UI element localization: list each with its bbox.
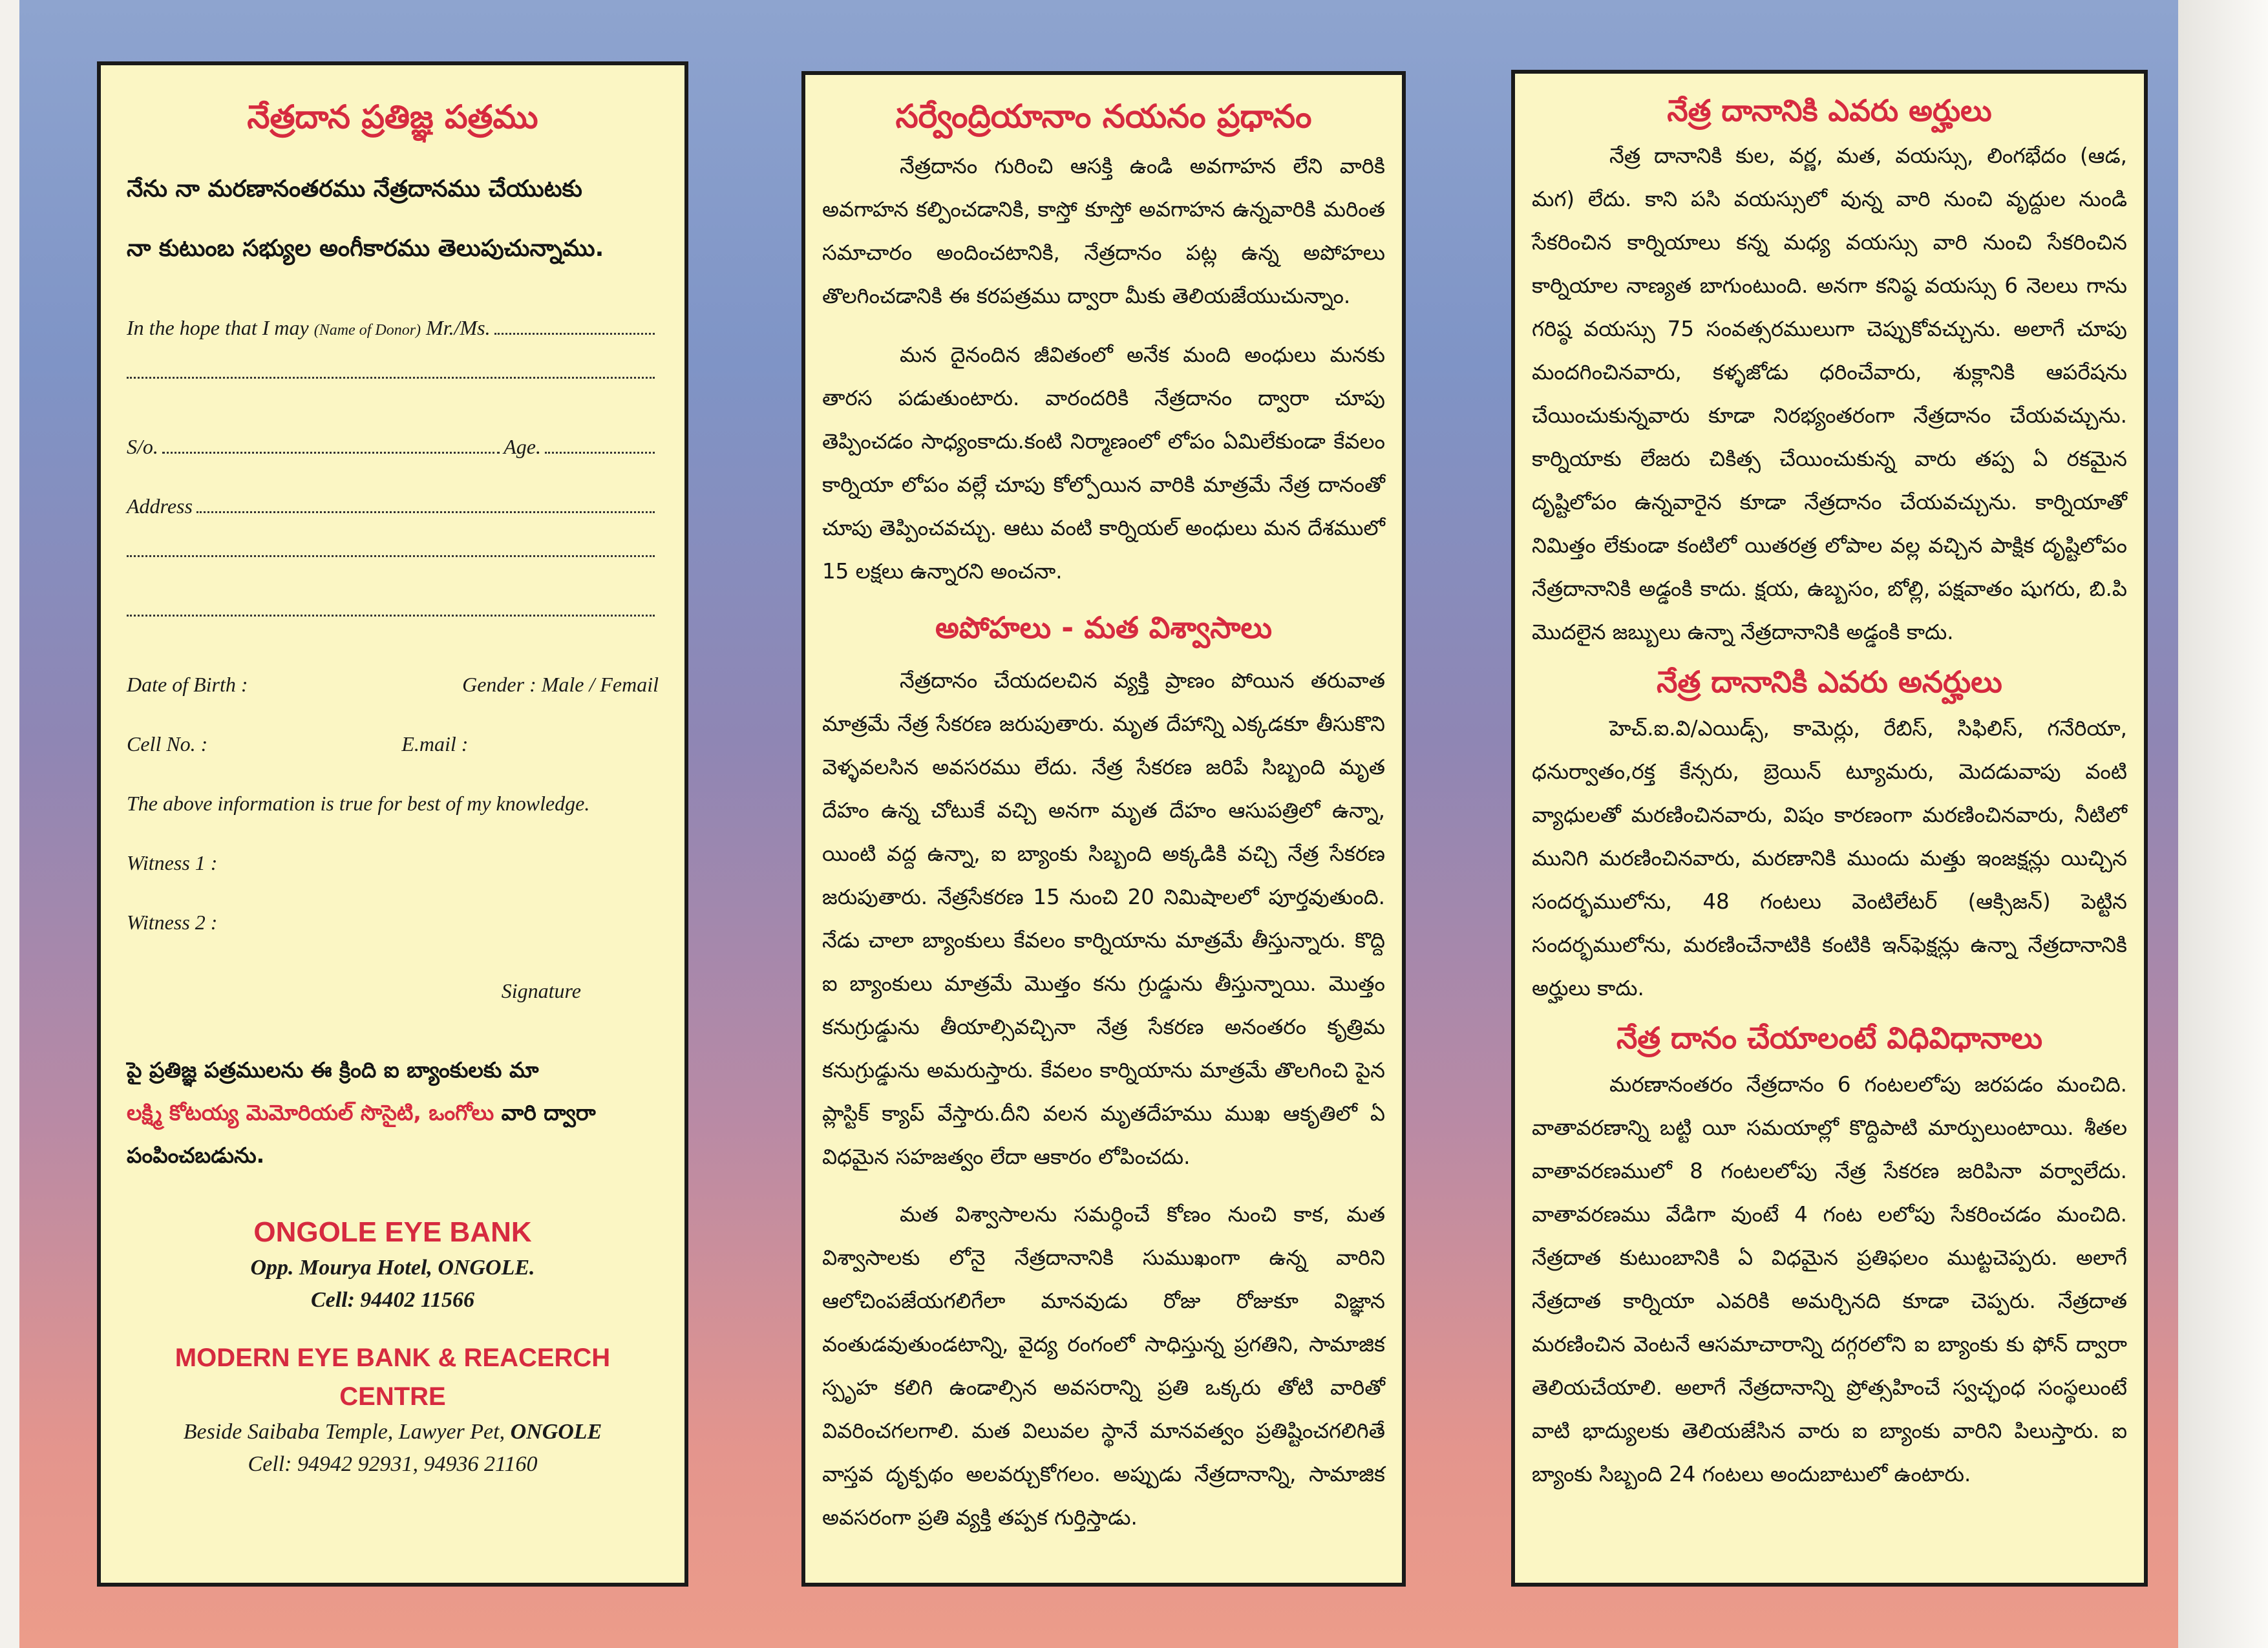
witness-2-row: [127, 893, 659, 952]
witness-1-label: Witness 1 :: [127, 851, 218, 874]
myths-subtitle: అపోహలు - మత విశ్వాసాలు: [935, 610, 1273, 645]
send-notice-line-2: వారి ద్వారా: [501, 1100, 596, 1125]
cell-label: Cell No. :: [127, 732, 208, 755]
age-label: Age.: [503, 435, 541, 458]
dob-label: Date of Birth :: [127, 673, 248, 696]
paper-edge: [2178, 0, 2268, 1648]
procedure-paragraph: మరణానంతరం నేత్రదానం 6 గంటలలోపు జరపడం మంచిది. వాతావరణాన్ని బట్టి యీ సమయాల్లో కొద్దిపాటి మార్పులుంటాయి. శీతల వాతావరణములో 8 గంటలలోపు నేత్ర సేకరణ జరిపినా వర్వాలేదు. వాతావరణము వేడిగా వుంటే 4 గంట లలోపు సేకరించడం మంచిది. నేత్రదాత కుటుంబానికి ఏ విధమైన ప్రతిఫలం ముట్టచెప్పరు. అలాగే నేత్రదాత కార్నియా ఎవరికి అమర్చినది కూడా చెప్పరు. నేత్రదాత మరణించిన వెంటనే ఆసమాచారాన్ని దగ్గరలోని ఐ బ్యాంకు కు ఫోన్ ద్వారా తెలియచేయాలి. అలాగే నేత్రదానాన్ని ప్రోత్సహించే స్వచ్ఛంధ సంస్థలుంటే వాటి భాద్యులకు తెలియజేసిన వారు ఐ బ్యాంకు వారిని పిలుస్తారు. ఐ బ్యాంకు సిబ్బంది 24 గంటలు అందుబాటులో ఉంటారు.: [1532, 1072, 2127, 1486]
so-age-row: [127, 417, 659, 476]
ongole-eye-bank-block: [127, 1213, 659, 1316]
donor-name-field[interactable]: [494, 313, 655, 335]
ongole-eye-bank-cell: Cell: 94402 11566: [310, 1288, 475, 1312]
society-name: లక్ష్మి కోటయ్య మెమోరియల్ సొసైటి, ఒంగోలు: [127, 1100, 494, 1125]
witness-2-label: Witness 2 :: [127, 911, 218, 934]
mr-ms-label: Mr./Ms.: [426, 316, 491, 339]
send-notice-line-3: పంపించబడును.: [127, 1143, 265, 1168]
dob-gender-row: [127, 655, 659, 714]
donor-name-field-2[interactable]: [127, 357, 655, 379]
ongole-eye-bank-name: ONGOLE EYE BANK: [253, 1216, 532, 1248]
so-field[interactable]: [162, 432, 500, 454]
send-notice: [127, 1049, 659, 1177]
modern-eye-bank-block: [127, 1338, 659, 1481]
address-field[interactable]: [196, 492, 655, 513]
middle-paragraph-3: నేత్రదానం చేయదలచిన వ్యక్తి ప్రాణం పోయిన తరువాత మాత్రమే నేత్ర సేకరణ జరుపుతారు. మృత దేహాన్ని ఎక్కడకూ తీసుకొని వెళ్ళవలసిన అవసరము లేదు. నేత్ర సేకరణ జరిపే సిబ్బంది మృత దేహం ఉన్న చోటుకే వచ్చి అనగా మృత దేహం ఆసుపత్రిలో ఉన్నా, యింటి వద్ద ఉన్నా, ఐ బ్యాంకు సిబ్బంది అక్కడికి వచ్చి నేత్ర సేకరణ జరుపుతారు. నేత్రసేకరణ 15 నుంచి 20 నిమిషాలలో పూర్తవుతుంది. నేడు చాలా బ్యాంకులు కేవలం కార్నియాను మాత్రమే తీస్తున్నారు. కొద్ది ఐ బ్యాంకులు మాత్రమే మొత్తం కను గ్రుడ్డును తీస్తున్నాయి. మొత్తం కనుగ్రుడ్డును తీయాల్సివచ్చినా నేత్ర సేకరణ అనంతరం కృత్రిమ కనుగ్రుడ్డును అమరుస్తారు. కేవలం కార్నియాను మాత్రమే తొలగించి పైన ప్లాస్టిక్ క్యాప్ వేస్తారు.దీని వలన మృతదేహము ముఖ ఆకృతిలో ఏ విధమైన సహజత్వం లేదా ఆకారం లోపించదు.: [822, 668, 1385, 1169]
modern-eye-bank-city: ONGOLE: [510, 1420, 602, 1444]
donor-name-row: [127, 298, 659, 357]
declaration-row: [127, 774, 659, 833]
pledge-title: నేత్రదాన ప్రతిజ్ఞ పత్రము: [247, 98, 538, 136]
hope-text: In the hope that I may: [127, 316, 309, 339]
pledge-statement-line-1: నేను నా మరణానంతరము నేత్రదానము చేయుటకు: [127, 176, 582, 202]
gender-label: Gender : Male / Femail: [462, 673, 659, 696]
middle-paragraph-2: మన దైనందిన జీవితంలో అనేక మంది అంధులు మనకు తారస పడుతుంటారు. వారందరికి నేత్రదానం ద్వారా చూపు తెప్పించడం సాధ్యంకాదు.కంటి నిర్మాణంలో లోపం ఏమిలేకుండా కేవలం కార్నియా లోపం వల్లే చూపు కోల్పోయిన వారికి మాత్రమే నేత్ర దానంతో చూపు తెప్పించవచ్చు. ఆటు వంటి కార్నియల్ అంధులు మన దేశములో 15 లక్షలు ఉన్నారని అంచనా.: [822, 343, 1385, 584]
donor-name-row-2: [127, 357, 659, 417]
middle-paragraph-1: నేత్రదానం గురించి ఆసక్తి ఉండి అవగాహన లేని వారికి అవగాహన కల్పించడానికి, కాస్తో కూస్తో అవగాహన ఉన్నవారికి మరింత సమాచారం అందించటానికి, నేత్రదానం పట్ల ఉన్న అపోహలు తొలగించడానికి ఈ కరపత్రము ద్వారా మీకు తెలియజేయుచున్నాం.: [822, 154, 1385, 308]
pledge-form-panel: [97, 61, 688, 1587]
address-label: Address: [127, 494, 193, 518]
address-field-2[interactable]: [127, 536, 655, 557]
address-row-2: [127, 536, 659, 595]
declaration-text: The above information is true for best of my knowledge.: [127, 792, 590, 815]
eligible-title: నేత్ర దానానికి ఎవరు అర్హులు: [1667, 93, 1992, 128]
ineligible-paragraph: హెచ్.ఐ.వి/ఎయిడ్స్, కామెర్లు, రేబిస్, సిఫిలిస్, గనేరియా, ధనుర్వాతం,రక్త కేన్సరు, బ్రెయిన్ ట్యూమరు, మెదడువాపు వంటి వ్యాధులతో మరణించినవారు, విషం కారణంగా మరణించినవారు, నీటిలో మునిగి మరణించినవారు, మరణానికి ముందు మత్తు ఇంజక్షన్లు యిచ్చిన సందర్భములోను, 48 గంటలు వెంటిలేటర్ (ఆక్సిజన్) పెట్టిన సందర్భములోను, మరణించేనాటికి కంటికి ఇన్‌ఫెక్షన్లు ఉన్నా నేత్రదానానికి అర్హులు కాదు.: [1532, 716, 2127, 1000]
procedure-title: నేత్ర దానం చేయాలంటే విధివిధానాలు: [1616, 1020, 2043, 1055]
right-info-panel: [1511, 70, 2148, 1587]
email-label: E.mail :: [401, 732, 469, 755]
witness-1-row: [127, 833, 659, 893]
middle-title: సర్వేంద్రియానాం నయనం ప్రధానం: [895, 98, 1312, 135]
modern-eye-bank-address-prefix: Beside Saibaba Temple, Lawyer Pet,: [183, 1420, 505, 1444]
send-notice-line-1: పై ప్రతిజ్ఞ పత్రములను ఈ క్రింది ఐ బ్యాంకులకు మా: [127, 1057, 539, 1083]
ongole-eye-bank-address: Opp. Mourya Hotel, ONGOLE.: [250, 1256, 535, 1280]
age-field[interactable]: [545, 432, 655, 454]
address-row-3: [127, 595, 659, 655]
address-field-3[interactable]: [127, 595, 655, 617]
address-row: [127, 476, 659, 536]
pledge-statement-line-2: నా కుటుంబ సభ్యుల అంగీకారము తెలుపుచున్నాము.: [127, 235, 604, 262]
middle-paragraph-4: మత విశ్వాసాలను సమర్ధించే కోణం నుంచి కాక, మత విశ్వాసాలకు లోనై నేత్రదానానికి సుముఖంగా ఉన్న వారిని ఆలోచింపజేయగలిగేలా మానవుడు రోజు రోజుకూ విజ్ఞాన వంతుడవుతుండటాన్ని, వైద్య రంగంలో సాధిస్తున్న ప్రగతిని, సామాజిక స్పృహ కలిగి ఉండాల్సిన అవసరాన్ని ప్రతి ఒక్కరు తోటి వారితో వివరించగలగాలి. మత విలువల స్థానే మానవత్వం ప్రతిష్టించగలిగితే వాస్తవ దృక్పథం అలవర్చుకోగలం. అప్పుడు నేత్రదానాన్ని, సామాజిక అవసరంగా ప్రతి వ్యక్తి తప్పక గుర్తిస్తాడు.: [822, 1202, 1385, 1530]
ineligible-title: నేత్ర దానానికి ఎవరు అనర్హులు: [1657, 664, 2002, 699]
middle-info-panel: [801, 71, 1406, 1587]
modern-eye-bank-name: MODERN EYE BANK & REACERCH CENTRE: [175, 1344, 611, 1411]
signature-label: Signature: [501, 979, 581, 1002]
name-of-donor-hint: (Name of Donor): [313, 322, 421, 339]
cell-email-row: [127, 714, 659, 774]
modern-eye-bank-cell: Cell: 94942 92931, 94936 21160: [248, 1452, 538, 1476]
eligible-paragraph: నేత్ర దానానికి కుల, వర్ణ, మత, వయస్సు, లింగభేదం (ఆడ, మగ) లేదు. కాని పసి వయస్సులో వున్న వారి నుంచి వృద్దుల నుండి సేకరించిన కార్నియాలు కన్న మధ్య వయస్సు వారి నుంచి సేకరించిన కార్నియాల నాణ్యత బాగుంటుంది. అనగా కనిష్ఠ వయస్సు 6 నెలలు గాను గరిష్ఠ వయస్సు 75 సంవత్సరములుగా చెప్పుకోవచ్చును. అలాగే చూపు మందగించినవారు, కళ్ళజోడు ధరించేవారు, శుక్లానికి ఆపరేషను చేయించుకున్నవారు కూడా నిరభ్యంతరంగా నేత్రదానం చేయవచ్చును. కార్నియాకు లేజరు చికిత్స చేయించుకున్న వారు తప్ప ఏ రకమైన దృష్టిలోపం ఉన్నవారైన కూడా నేత్రదానం చేయవచ్చును. కార్నియాతో నిమిత్తం లేకుండా కంటిలో యితరత్ర లోపాల వల్ల వచ్చిన పాక్షిక దృష్టిలోపం నేత్రదానానికి అడ్డంకి కాదు. క్షయ, ఉబ్బసం, బోల్లి, పక్షవాతం షుగరు, బి.పి మొదలైన జబ్బులు ఉన్నా నేత్రదానానికి అడ్డంకి కాదు.: [1532, 143, 2127, 644]
modern-eye-bank-address: [127, 1416, 659, 1448]
so-label: S/o.: [127, 435, 158, 458]
